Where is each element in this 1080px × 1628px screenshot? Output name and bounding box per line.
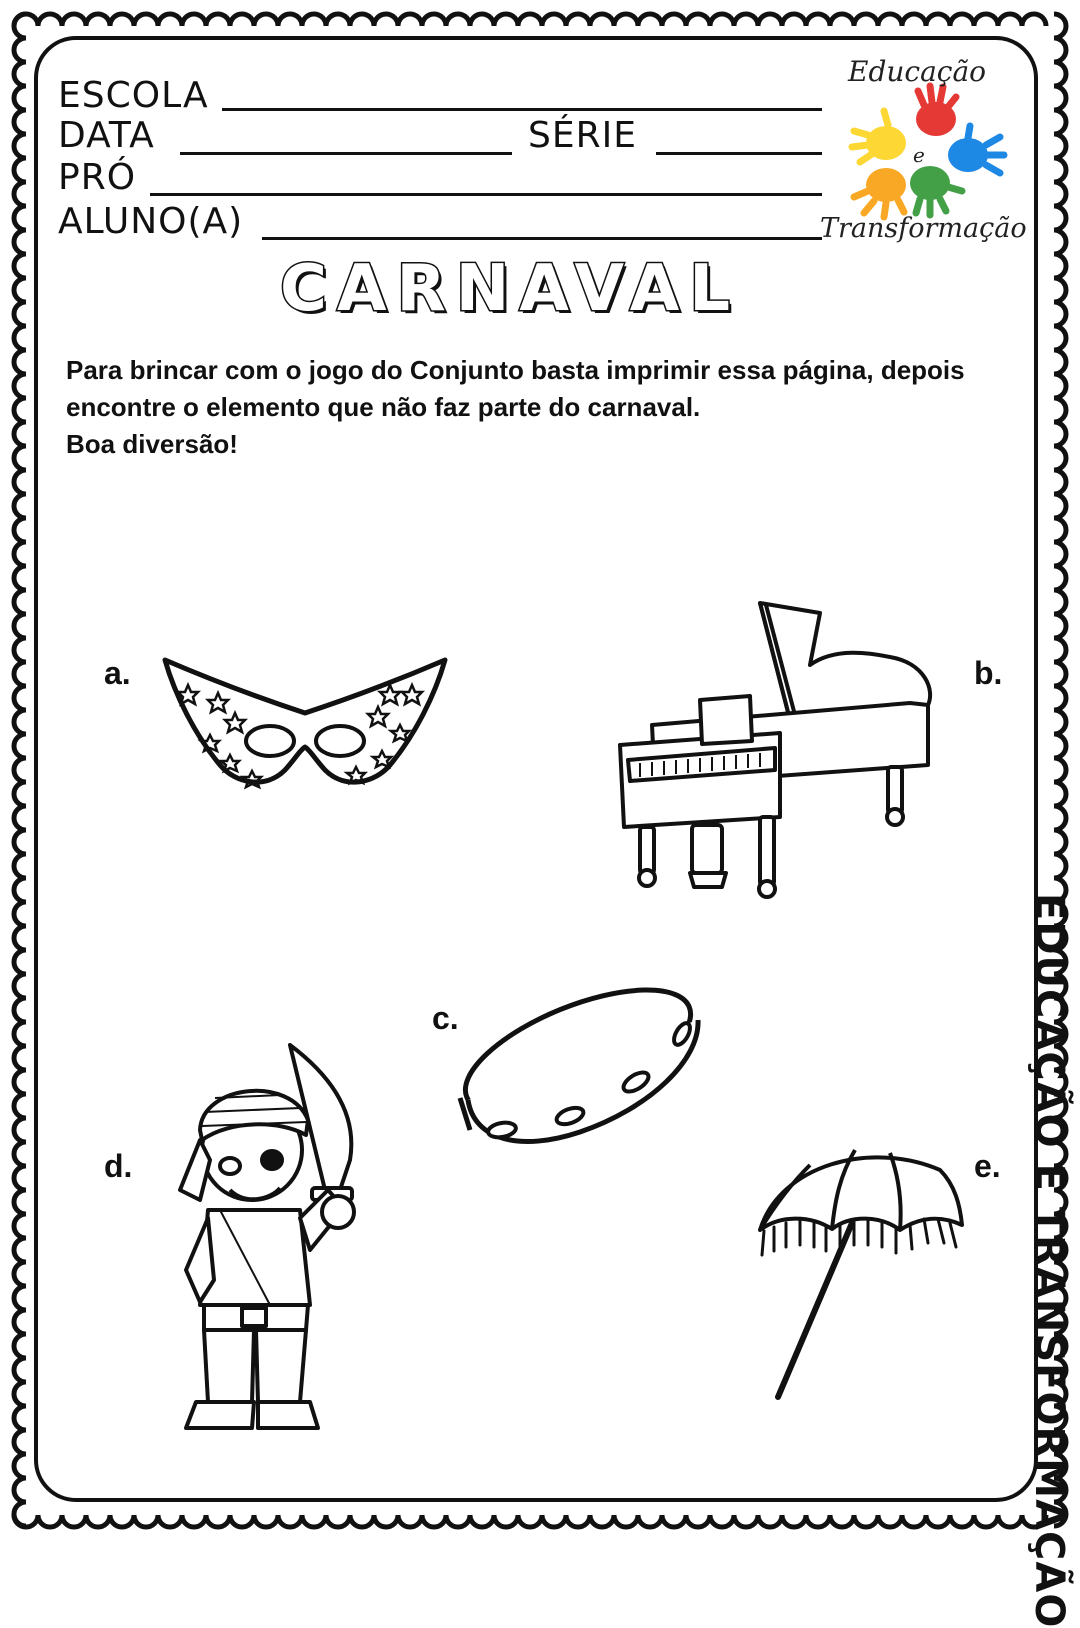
border-scallop bbox=[398, 1515, 422, 1527]
border-scallop bbox=[974, 14, 998, 26]
border-scallop bbox=[14, 1478, 26, 1502]
border-scallop bbox=[1054, 446, 1066, 470]
border-scallop bbox=[14, 1022, 26, 1046]
border-scallop bbox=[614, 1515, 638, 1527]
border-scallop bbox=[998, 1515, 1022, 1527]
border-scallop bbox=[14, 398, 26, 422]
border-scallop bbox=[14, 182, 26, 206]
border-scallop bbox=[38, 14, 62, 26]
border-scallop bbox=[494, 14, 518, 26]
border-scallop bbox=[14, 1262, 26, 1286]
border-scallop bbox=[182, 14, 206, 26]
border-scallop bbox=[302, 1515, 326, 1527]
border-scallop bbox=[158, 1515, 182, 1527]
border-scallop bbox=[86, 1515, 110, 1527]
border-scallop bbox=[1054, 566, 1066, 590]
pirate-boy-icon[interactable] bbox=[160, 1040, 370, 1440]
border-scallop bbox=[686, 1515, 710, 1527]
border-scallop bbox=[14, 1046, 26, 1070]
border-scallop bbox=[494, 1515, 518, 1527]
border-scallop bbox=[206, 14, 230, 26]
border-scallop bbox=[878, 14, 902, 26]
border-scallop bbox=[1054, 422, 1066, 446]
border-scallop bbox=[566, 1515, 590, 1527]
red-hand-icon bbox=[916, 86, 956, 136]
border-scallop bbox=[1054, 590, 1066, 614]
border-scallop bbox=[14, 1094, 26, 1118]
border-scallop bbox=[1054, 470, 1066, 494]
carnival-mask-icon[interactable] bbox=[160, 655, 450, 805]
border-scallop bbox=[1054, 854, 1066, 878]
border-scallop bbox=[230, 14, 254, 26]
border-scallop bbox=[14, 446, 26, 470]
border-scallop bbox=[62, 1515, 86, 1527]
border-scallop bbox=[134, 14, 158, 26]
border-scallop bbox=[110, 1515, 134, 1527]
grand-piano-icon[interactable] bbox=[610, 595, 940, 920]
border-scallop bbox=[14, 374, 26, 398]
border-scallop bbox=[1022, 14, 1046, 26]
border-scallop bbox=[14, 158, 26, 182]
border-scallop bbox=[14, 902, 26, 926]
border-scallop bbox=[14, 950, 26, 974]
border-scallop bbox=[590, 1515, 614, 1527]
border-scallop bbox=[1054, 254, 1066, 278]
border-scallop bbox=[86, 14, 110, 26]
border-scallop bbox=[614, 14, 638, 26]
border-scallop bbox=[14, 878, 26, 902]
item-label-e: e. bbox=[974, 1148, 1001, 1184]
border-scallop bbox=[1054, 86, 1066, 110]
border-scallop bbox=[326, 14, 350, 26]
logo-bottom-text: Transformação bbox=[820, 213, 1027, 244]
border-scallop bbox=[710, 1515, 734, 1527]
border-scallop bbox=[1054, 830, 1066, 854]
border-scallop bbox=[182, 1515, 206, 1527]
border-scallop bbox=[1054, 542, 1066, 566]
field-label-serie: SÉRIE bbox=[528, 115, 637, 156]
field-line-pro[interactable] bbox=[150, 193, 822, 196]
border-scallop bbox=[1054, 374, 1066, 398]
border-scallop bbox=[14, 206, 26, 230]
border-scallop bbox=[14, 1118, 26, 1142]
border-scallop bbox=[830, 1515, 854, 1527]
border-scallop bbox=[14, 1502, 26, 1526]
border-scallop bbox=[14, 734, 26, 758]
border-scallop bbox=[1054, 134, 1066, 158]
border-scallop bbox=[14, 926, 26, 950]
border-scallop bbox=[38, 1515, 62, 1527]
border-scallop bbox=[14, 782, 26, 806]
border-scallop bbox=[902, 14, 926, 26]
border-scallop bbox=[254, 14, 278, 26]
border-scallop bbox=[1054, 302, 1066, 326]
border-scallop bbox=[926, 1515, 950, 1527]
border-scallop bbox=[14, 998, 26, 1022]
border-scallop bbox=[14, 974, 26, 998]
border-scallop bbox=[950, 14, 974, 26]
item-label-b: b. bbox=[974, 655, 1003, 691]
side-watermark-text: EDUCAÇÃO E TRANSFORMAÇÃO bbox=[1026, 893, 1072, 1628]
border-scallop bbox=[1054, 710, 1066, 734]
page-title: CARNAVAL bbox=[279, 252, 741, 326]
field-label-data: DATA bbox=[58, 115, 155, 156]
border-scallop bbox=[14, 62, 26, 86]
border-scallop bbox=[782, 14, 806, 26]
border-scallop bbox=[1054, 782, 1066, 806]
border-scallop bbox=[374, 14, 398, 26]
instruction-line: Para brincar com o jogo do Conjunto basta imprimir essa página, depois bbox=[66, 355, 965, 385]
border-scallop bbox=[1054, 614, 1066, 638]
border-scallop bbox=[1054, 350, 1066, 374]
border-scallop bbox=[1054, 734, 1066, 758]
border-scallop bbox=[14, 542, 26, 566]
border-scallop bbox=[374, 1515, 398, 1527]
border-scallop bbox=[230, 1515, 254, 1527]
border-scallop bbox=[518, 1515, 542, 1527]
field-label-escola: ESCOLA bbox=[58, 75, 209, 116]
border-scallop bbox=[902, 1515, 926, 1527]
border-scallop bbox=[206, 1515, 230, 1527]
border-scallop bbox=[62, 14, 86, 26]
border-scallop bbox=[14, 38, 26, 62]
border-scallop bbox=[14, 638, 26, 662]
border-scallop bbox=[14, 710, 26, 734]
border-scallop bbox=[1054, 758, 1066, 782]
border-scallop bbox=[422, 1515, 446, 1527]
border-scallop bbox=[14, 470, 26, 494]
border-scallop bbox=[638, 14, 662, 26]
field-label-aluno: ALUNO(A) bbox=[58, 201, 244, 242]
field-label-pro: PRÓ bbox=[58, 157, 137, 198]
side-watermark bbox=[1024, 893, 1074, 1628]
border-scallop bbox=[998, 14, 1022, 26]
border-scallop bbox=[1054, 494, 1066, 518]
border-scallop bbox=[14, 494, 26, 518]
border-scallop bbox=[14, 1430, 26, 1454]
border-scallop bbox=[14, 1334, 26, 1358]
border-scallop bbox=[14, 518, 26, 542]
border-scallop bbox=[926, 14, 950, 26]
border-scallop bbox=[1054, 686, 1066, 710]
border-scallop bbox=[14, 758, 26, 782]
border-scallop bbox=[350, 1515, 374, 1527]
border-scallop bbox=[14, 1406, 26, 1430]
border-scallop bbox=[758, 14, 782, 26]
border-scallop bbox=[254, 1515, 278, 1527]
border-scallop bbox=[1054, 230, 1066, 254]
border-scallop bbox=[446, 14, 470, 26]
border-scallop bbox=[14, 1190, 26, 1214]
border-scallop bbox=[14, 350, 26, 374]
border-scallop bbox=[1054, 518, 1066, 542]
education-logo bbox=[818, 55, 1038, 255]
border-scallop bbox=[1054, 14, 1066, 38]
border-scallop bbox=[470, 1515, 494, 1527]
border-scallop bbox=[14, 1142, 26, 1166]
border-scallop bbox=[350, 14, 374, 26]
border-scallop bbox=[14, 1358, 26, 1382]
border-scallop bbox=[1054, 110, 1066, 134]
border-scallop bbox=[662, 1515, 686, 1527]
border-scallop bbox=[854, 1515, 878, 1527]
border-scallop bbox=[950, 1515, 974, 1527]
border-scallop bbox=[974, 1515, 998, 1527]
border-scallop bbox=[14, 1238, 26, 1262]
border-scallop bbox=[470, 14, 494, 26]
border-scallop bbox=[14, 230, 26, 254]
field-line-data[interactable] bbox=[180, 152, 512, 155]
instructions bbox=[66, 352, 986, 463]
border-scallop bbox=[566, 14, 590, 26]
border-scallop bbox=[710, 14, 734, 26]
border-scallop bbox=[1054, 806, 1066, 830]
border-scallop bbox=[422, 14, 446, 26]
border-scallop bbox=[14, 686, 26, 710]
item-label-a: a. bbox=[104, 655, 131, 691]
border-scallop bbox=[14, 422, 26, 446]
border-scallop bbox=[1054, 62, 1066, 86]
border-scallop bbox=[590, 14, 614, 26]
border-scallop bbox=[14, 1310, 26, 1334]
item-label-c: c. bbox=[432, 1000, 459, 1036]
border-scallop bbox=[1054, 662, 1066, 686]
border-scallop bbox=[782, 1515, 806, 1527]
border-scallop bbox=[14, 614, 26, 638]
border-scallop bbox=[14, 566, 26, 590]
border-scallop bbox=[278, 1515, 302, 1527]
border-scallop bbox=[1054, 158, 1066, 182]
border-scallop bbox=[278, 14, 302, 26]
border-scallop bbox=[14, 1382, 26, 1406]
border-scallop bbox=[14, 14, 26, 38]
border-scallop bbox=[110, 14, 134, 26]
border-scallop bbox=[14, 1286, 26, 1310]
border-scallop bbox=[734, 14, 758, 26]
border-scallop bbox=[1054, 278, 1066, 302]
border-scallop bbox=[14, 854, 26, 878]
instruction-line: encontre o elemento que não faz parte do carnaval. bbox=[66, 392, 701, 422]
border-scallop bbox=[14, 134, 26, 158]
border-scallop bbox=[686, 14, 710, 26]
umbrella-icon[interactable] bbox=[750, 1145, 970, 1405]
instruction-line: Boa diversão! bbox=[66, 429, 238, 459]
border-scallop bbox=[662, 14, 686, 26]
border-scallop bbox=[14, 110, 26, 134]
border-scallop bbox=[542, 14, 566, 26]
border-scallop bbox=[734, 1515, 758, 1527]
border-scallop bbox=[14, 590, 26, 614]
border-scallop bbox=[14, 326, 26, 350]
border-scallop bbox=[446, 1515, 470, 1527]
field-line-aluno[interactable] bbox=[262, 237, 822, 240]
border-scallop bbox=[14, 806, 26, 830]
item-label-d: d. bbox=[104, 1148, 133, 1184]
border-scallop bbox=[14, 1070, 26, 1094]
border-scallop bbox=[878, 1515, 902, 1527]
border-scallop bbox=[14, 1166, 26, 1190]
border-scallop bbox=[14, 1454, 26, 1478]
border-scallop bbox=[14, 86, 26, 110]
border-scallop bbox=[1054, 206, 1066, 230]
border-scallop bbox=[158, 14, 182, 26]
border-scallop bbox=[1054, 326, 1066, 350]
border-scallop bbox=[326, 1515, 350, 1527]
border-scallop bbox=[1054, 182, 1066, 206]
border-scallop bbox=[398, 14, 422, 26]
border-scallop bbox=[806, 14, 830, 26]
field-line-serie[interactable] bbox=[656, 152, 822, 155]
border-scallop bbox=[14, 830, 26, 854]
logo-top-text: Educação bbox=[848, 55, 987, 88]
border-scallop bbox=[1054, 398, 1066, 422]
field-line-escola[interactable] bbox=[222, 108, 822, 111]
border-scallop bbox=[1054, 38, 1066, 62]
border-scallop bbox=[830, 14, 854, 26]
border-scallop bbox=[14, 662, 26, 686]
border-scallop bbox=[806, 1515, 830, 1527]
border-scallop bbox=[14, 1214, 26, 1238]
border-scallop bbox=[134, 1515, 158, 1527]
border-scallop bbox=[638, 1515, 662, 1527]
border-scallop bbox=[1054, 638, 1066, 662]
border-scallop bbox=[542, 1515, 566, 1527]
logo-middle-text: e bbox=[913, 143, 925, 167]
border-scallop bbox=[518, 14, 542, 26]
border-scallop bbox=[758, 1515, 782, 1527]
border-scallop bbox=[854, 14, 878, 26]
tambourine-icon[interactable] bbox=[450, 980, 710, 1160]
border-scallop bbox=[302, 14, 326, 26]
